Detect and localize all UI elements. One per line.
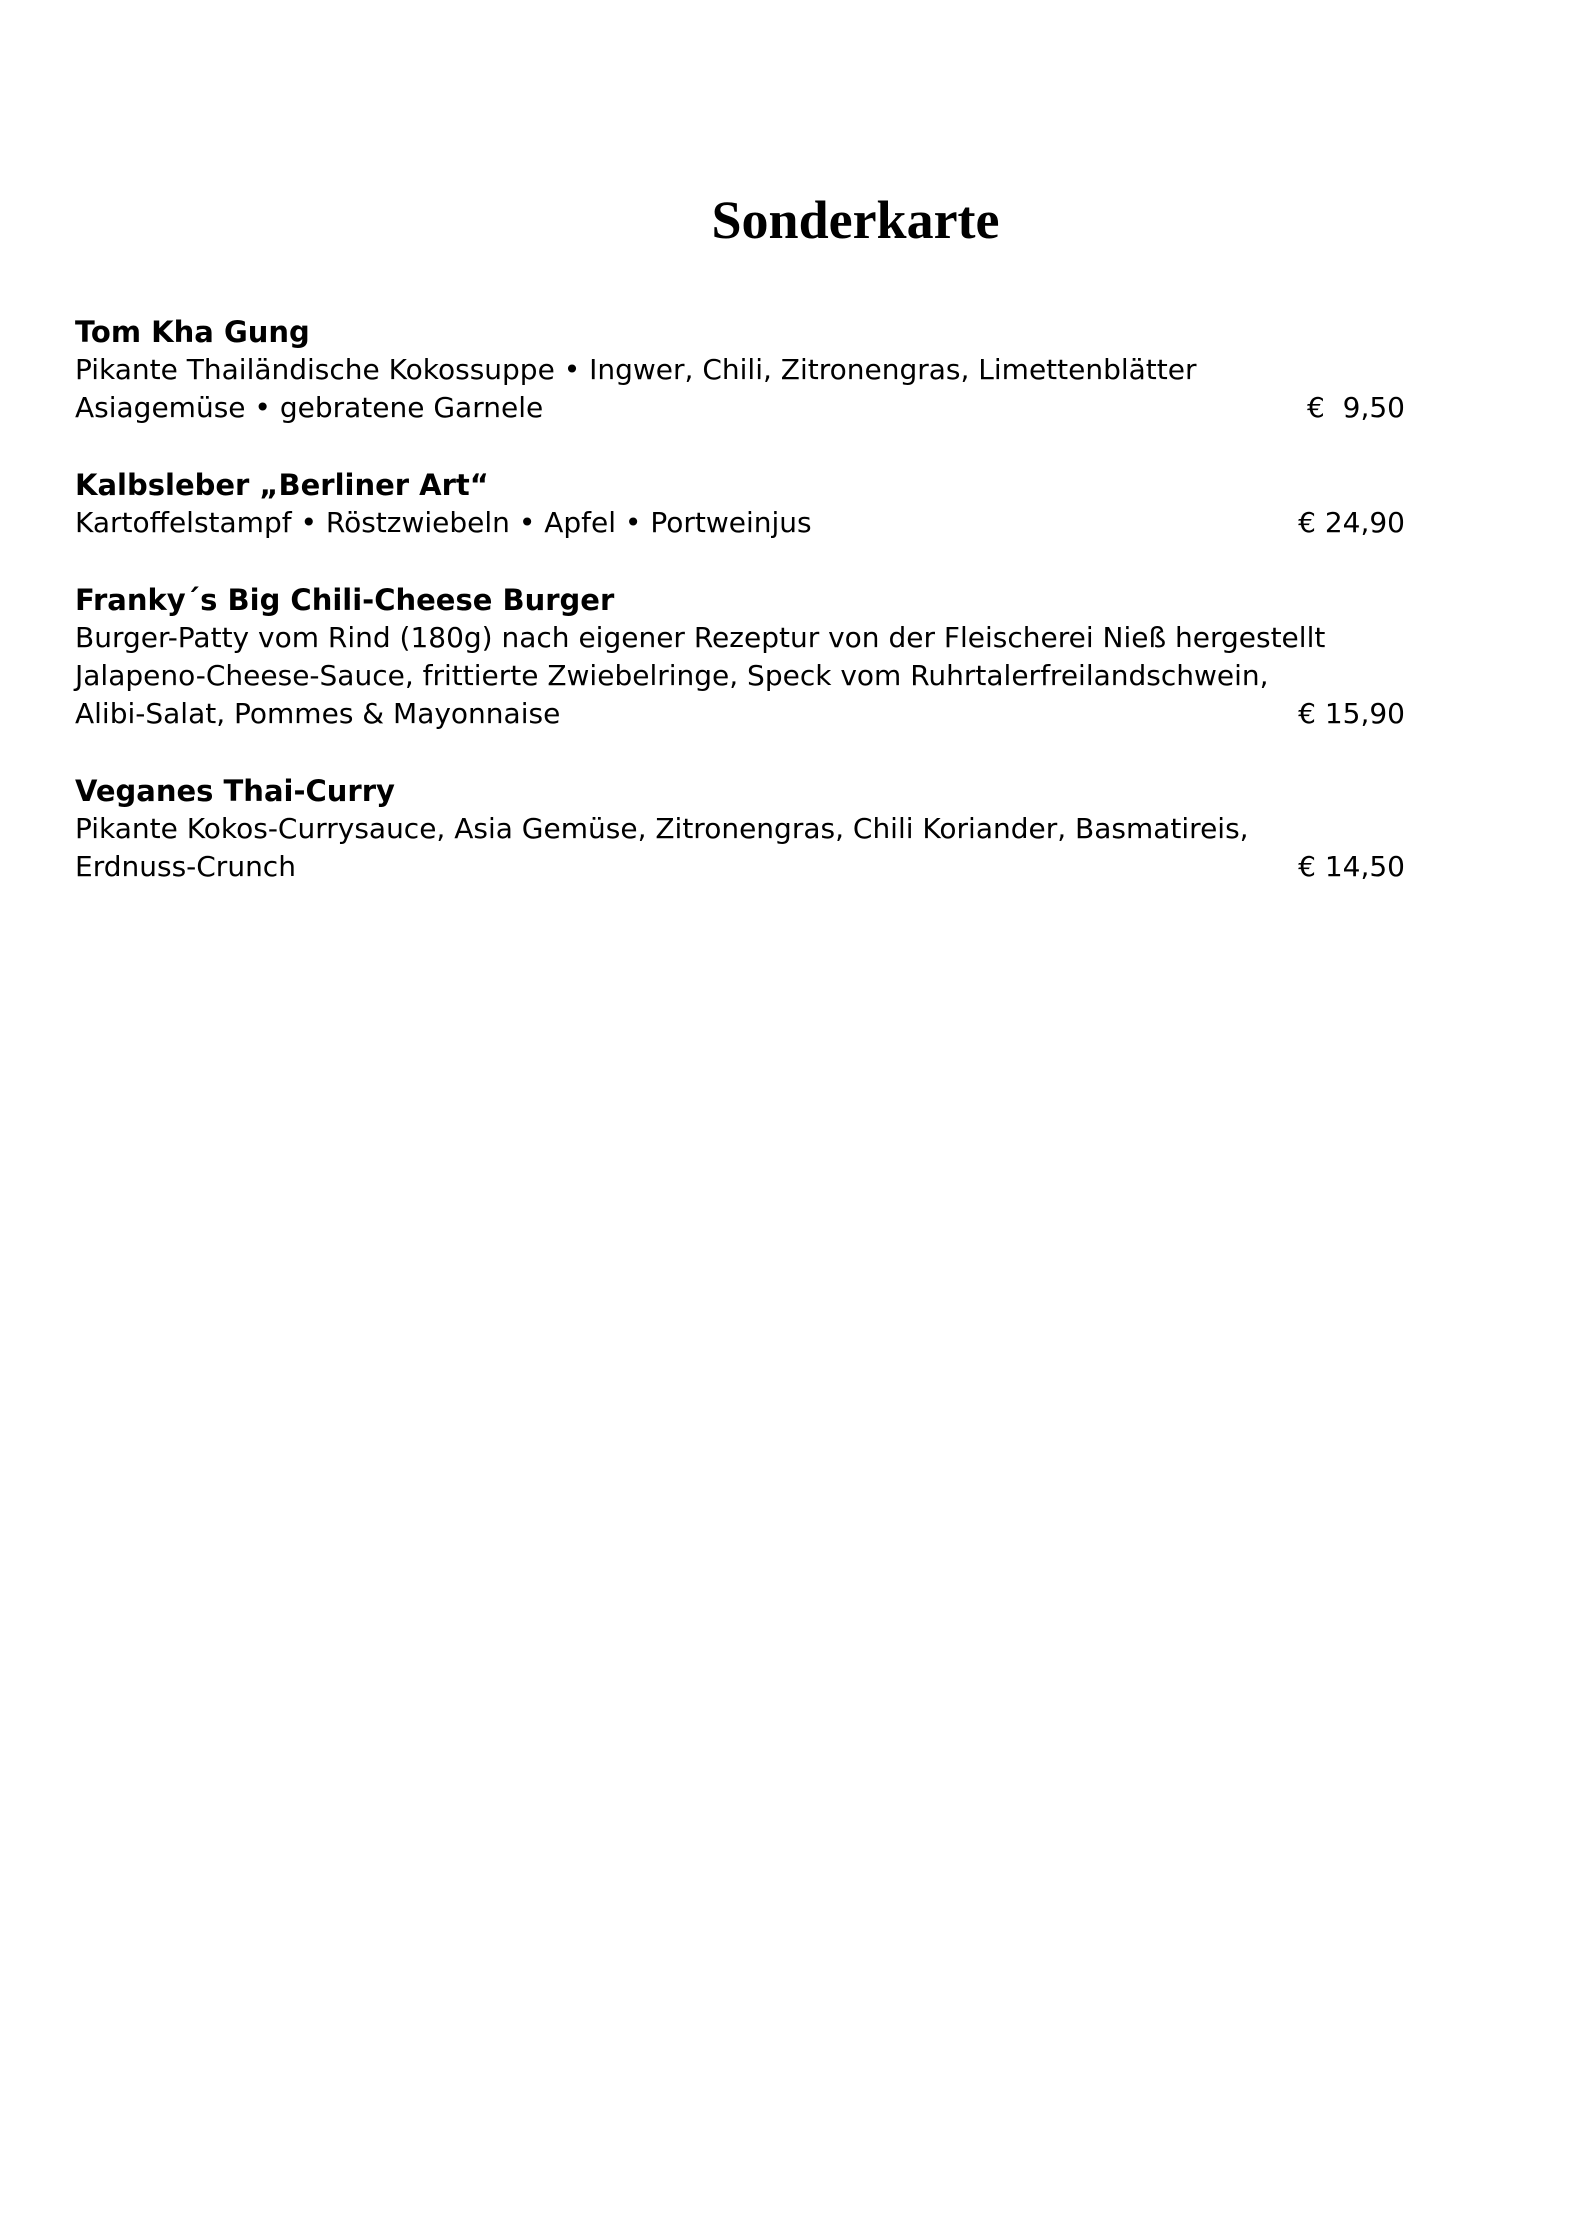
menu-item-description	[75, 657, 1395, 695]
menu-item-description-text: Pikante Kokos-Currysauce, Asia Gemüse, Zitronengras, Chili Koriander, Basmatireis,	[75, 812, 1249, 845]
menu-item-price: € 24,90	[1298, 506, 1405, 539]
menu-item-description-text: Burger-Patty vom Rind (180g) nach eigener Rezeptur von der Fleischerei Nieß hergestellt	[75, 621, 1326, 654]
menu-item-description	[75, 351, 1395, 389]
page-title: Sonderkarte	[711, 190, 1000, 250]
menu-item-description-text: Pikante Thailändische Kokossuppe • Ingwer, Chili, Zitronengras, Limettenblätter	[75, 353, 1197, 386]
menu-item-price: € 9,50	[1307, 391, 1405, 424]
menu-item	[75, 313, 1405, 427]
menu-item-description-text: Kartoffelstampf • Röstzwiebeln • Apfel • Portweinjus	[75, 506, 812, 539]
menu-item-description	[75, 810, 1395, 848]
menu-item-description-text: Jalapeno-Cheese-Sauce, frittierte Zwiebelringe, Speck vom Ruhrtalerfreilandschwein,	[75, 659, 1269, 692]
menu-item-name: Franky´s Big Chili-Cheese Burger	[75, 583, 615, 617]
menu-item-name: Veganes Thai-Curry	[75, 774, 395, 808]
menu-item	[75, 772, 1405, 886]
menu-item-description-text: Alibi-Salat, Pommes & Mayonnaise	[75, 697, 561, 730]
menu-item-name: Kalbsleber „Berliner Art“	[75, 468, 489, 502]
menu-item-description	[75, 695, 1405, 733]
menu-item-description	[75, 389, 1405, 427]
menu-item-description	[75, 848, 1405, 886]
menu-item-price: € 14,50	[1298, 850, 1405, 883]
menu-item	[75, 466, 1405, 542]
menu-item-name: Tom Kha Gung	[75, 315, 310, 349]
menu-item-description	[75, 504, 1405, 542]
menu-item	[75, 581, 1405, 733]
menu-item-price: € 15,90	[1298, 697, 1405, 730]
menu-list	[75, 313, 1405, 925]
menu-item-description-text: Asiagemüse • gebratene Garnele	[75, 391, 544, 424]
menu-item-description-text: Erdnuss-Crunch	[75, 850, 296, 883]
menu-item-description	[75, 619, 1395, 657]
